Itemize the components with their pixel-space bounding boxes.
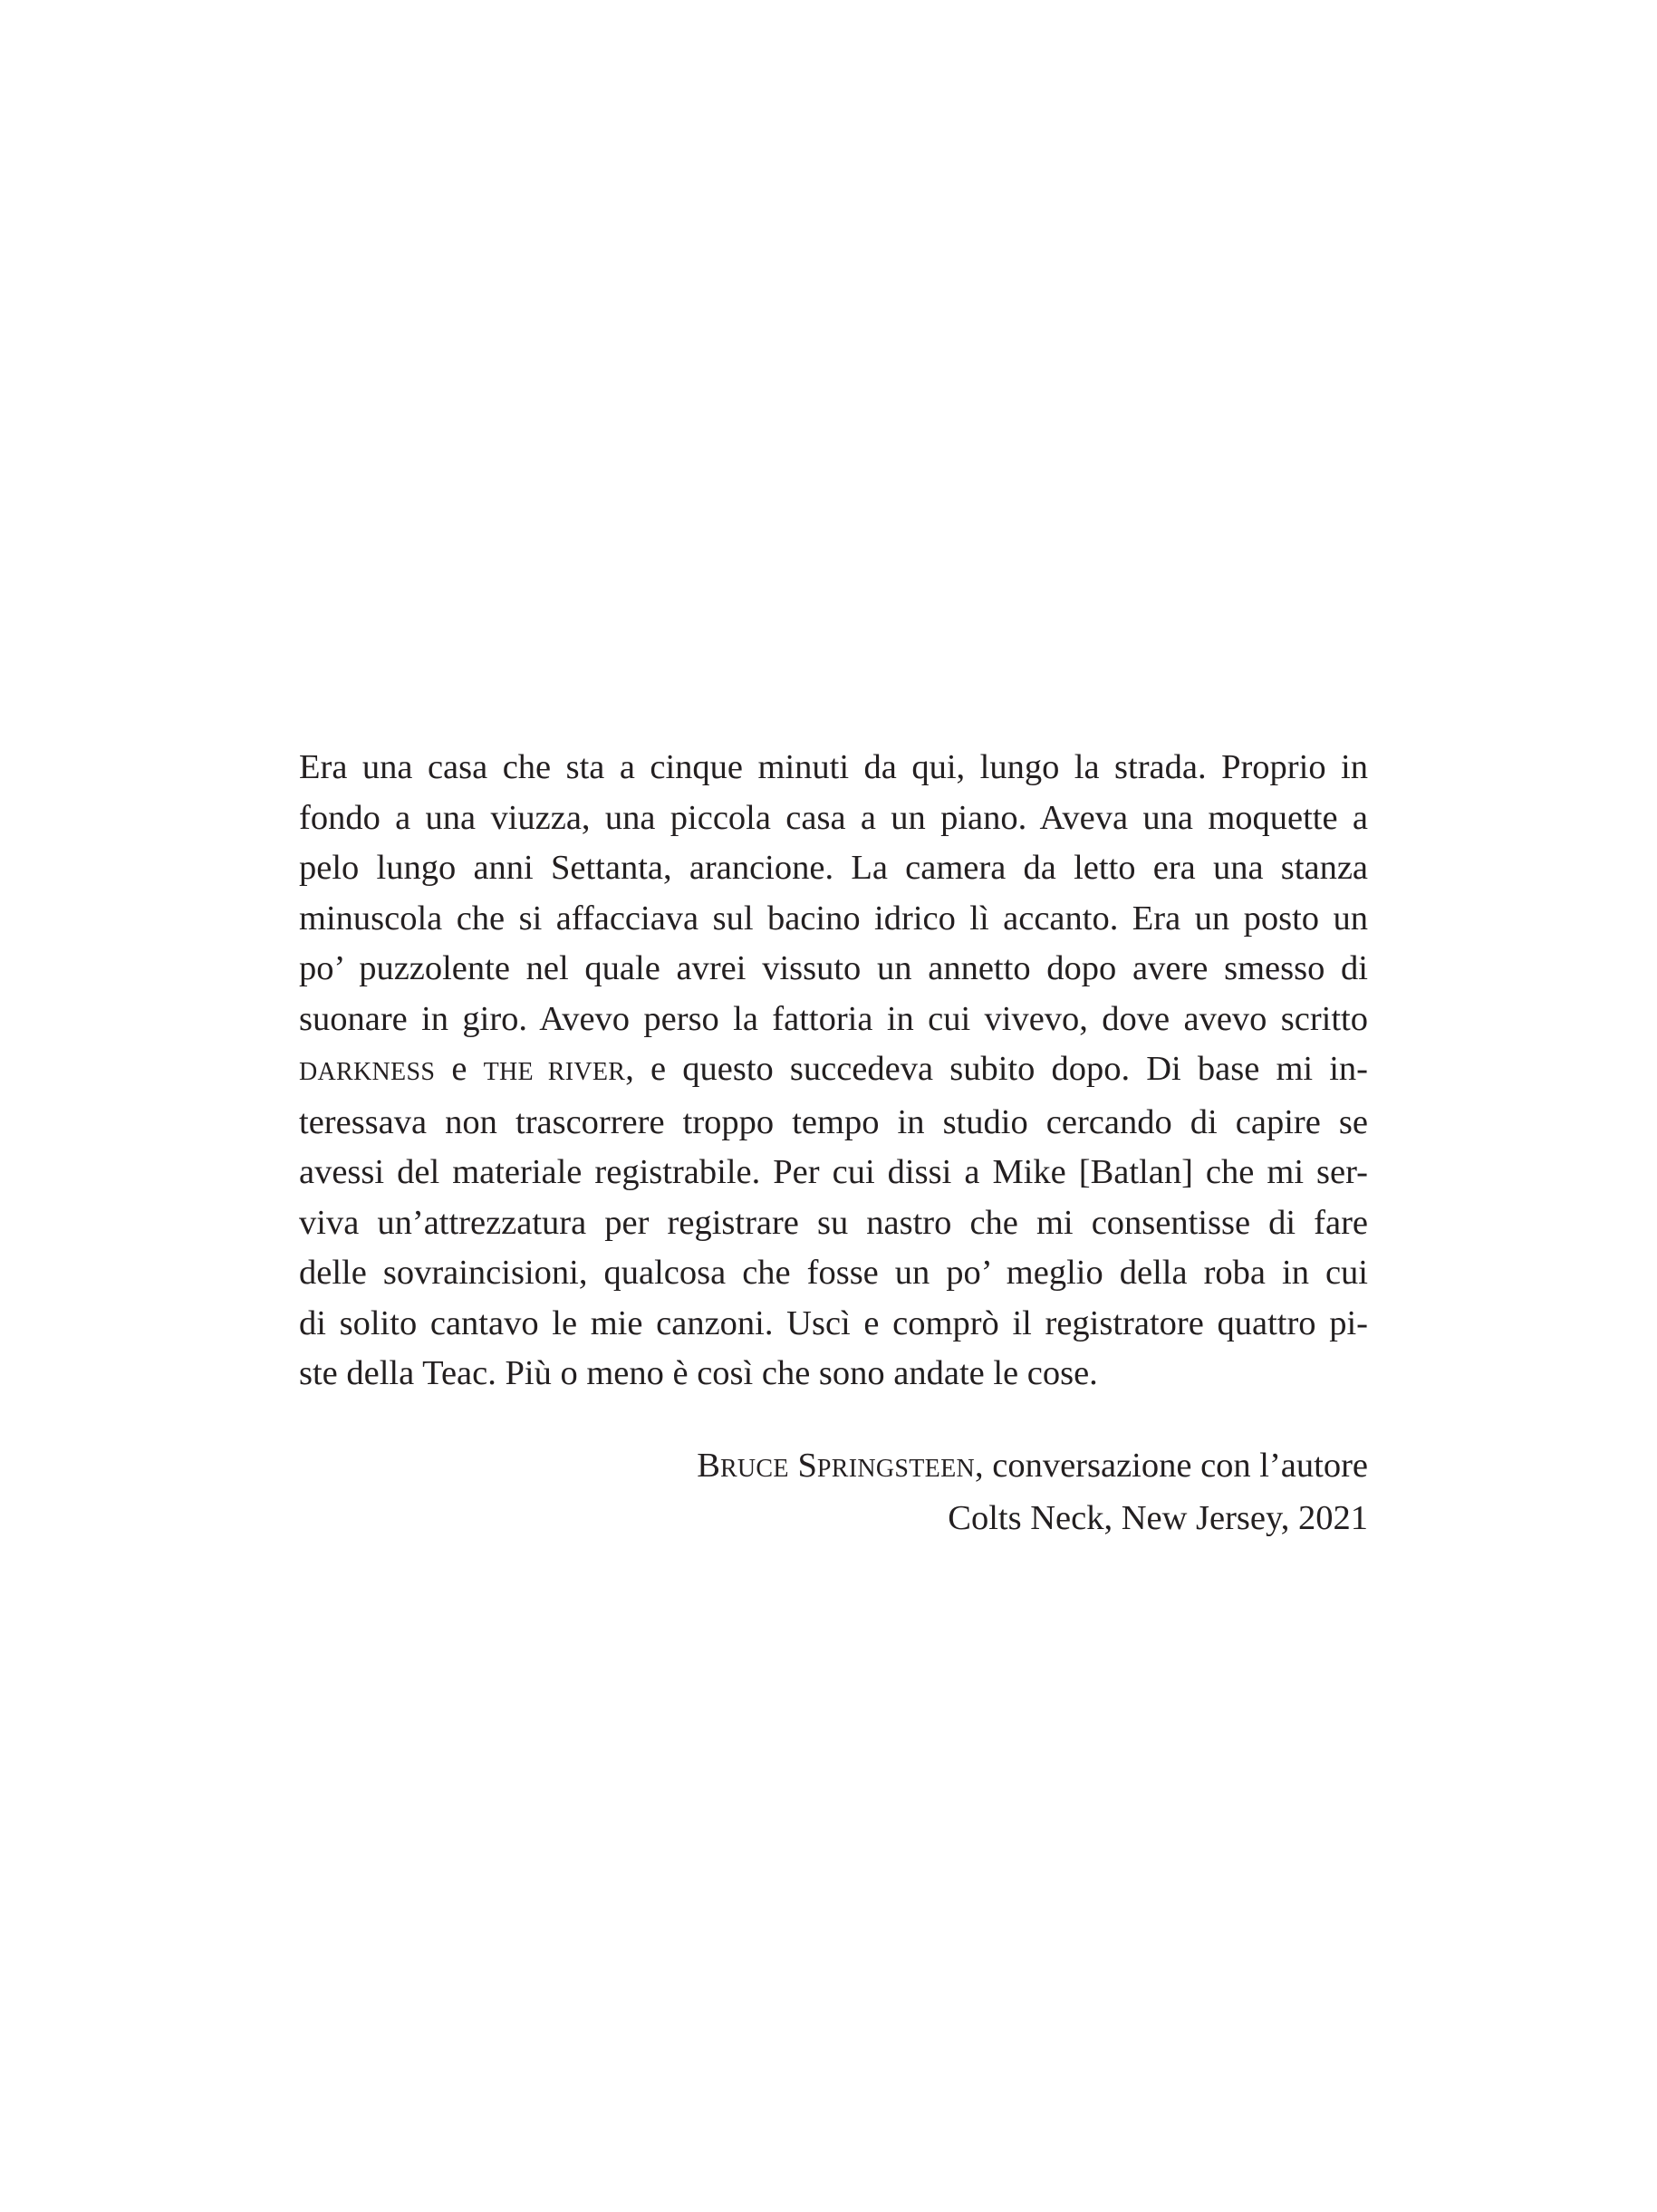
conjunction: e (435, 1050, 484, 1088)
epigraph-quote (299, 743, 1368, 1399)
quote-line: delle sovraincisioni, qualcosa che fosse un po’ meglio della roba in cui (299, 1254, 1368, 1292)
attribution-author-line (299, 1441, 1368, 1495)
quote-line: pelo lungo anni Settanta, arancione. La camera da letto era una stanza (299, 849, 1368, 887)
quote-line-album-titles (299, 1044, 1368, 1098)
quote-line: Era una casa che sta a cinque minuti da qui, lungo la strada. Proprio in (299, 748, 1368, 786)
album-title-darkness: DARKNESS (299, 1058, 436, 1086)
quote-line: minuscola che si affacciava sul bacino idrico lì accanto. Era un posto un (299, 899, 1368, 938)
epigraph (299, 743, 1368, 1544)
quote-line: di solito cantavo le mie canzoni. Uscì e comprò il registratore quattro pi- (299, 1303, 1368, 1342)
quote-line: teressava non trascorrere troppo tempo in studio cercando di capire se (299, 1102, 1368, 1141)
quote-line: fondo a una viuzza, una piccola casa a un piano. Aveva una moquette a (299, 798, 1368, 837)
quote-line: po’ puzzolente nel quale avrei vissuto un annetto dopo avere smesso di (299, 949, 1368, 987)
quote-line: avessi del materiale registrabile. Per cui dissi a Mike [Batlan] che mi ser- (299, 1153, 1368, 1191)
author-name: BRUCE SPRINGSTEEN (697, 1446, 975, 1485)
attribution-place-date: Colts Neck, New Jersey, 2021 (948, 1499, 1368, 1537)
quote-line: viva un’attrezzatura per registrare su nastro che mi consentisse di fare (299, 1203, 1368, 1242)
quote-line: suonare in giro. Avevo perso la fattoria in cui vivevo, dove avevo scritto (299, 999, 1368, 1038)
epigraph-attribution (299, 1441, 1368, 1544)
quote-line-rest: , e questo succedeva subito dopo. Di base mi in- (625, 1050, 1368, 1088)
quote-line-last: ste della Teac. Più o meno è così che sono andate le cose. (299, 1354, 1098, 1392)
album-title-the-river: THE RIVER (483, 1058, 626, 1086)
attribution-source: , conversazione con l’autore (975, 1446, 1368, 1485)
